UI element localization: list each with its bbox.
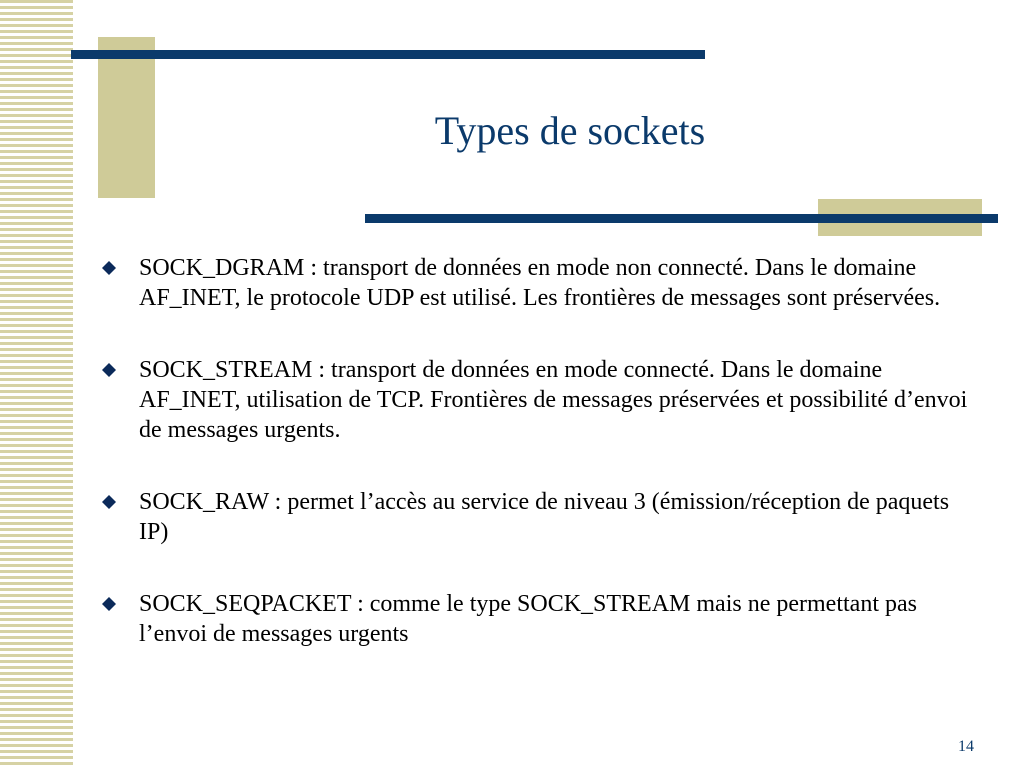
diamond-bullet-icon xyxy=(102,261,116,275)
bullet-text: SOCK_RAW : permet l’accès au service de niveau 3 (émission/réception de paquets IP) xyxy=(139,489,950,545)
bullet-list xyxy=(102,253,982,649)
bullet-item-sock-stream xyxy=(102,355,982,445)
slide-title: Types de sockets xyxy=(434,108,706,153)
bullet-text: SOCK_STREAM : transport de données en mode connecté. Dans le domaine AF_INET, utilisation de TCP. Frontières de messages préservées et possibilité d’envoi de messages urgents. xyxy=(139,357,968,443)
decorative-rule-top xyxy=(71,50,705,59)
decorative-tan-block-top xyxy=(98,37,155,198)
bullet-item-sock-raw xyxy=(102,487,982,547)
bullet-text: SOCK_DGRAM : transport de données en mode non connecté. Dans le domaine AF_INET, le protocole UDP est utilisé. Les frontières de messages sont préservées. xyxy=(139,255,941,311)
bullet-item-sock-seqpacket xyxy=(102,589,982,649)
bullet-item-sock-dgram xyxy=(102,253,982,313)
decorative-stripe-band xyxy=(0,0,73,768)
diamond-bullet-icon xyxy=(102,363,116,377)
diamond-bullet-icon xyxy=(102,597,116,611)
bullet-text: SOCK_SEQPACKET : comme le type SOCK_STREAM mais ne permettant pas l’envoi de messages urgents xyxy=(139,591,917,647)
page-number: 14 xyxy=(958,738,974,755)
decorative-rule-right xyxy=(365,214,998,223)
diamond-bullet-icon xyxy=(102,495,116,509)
